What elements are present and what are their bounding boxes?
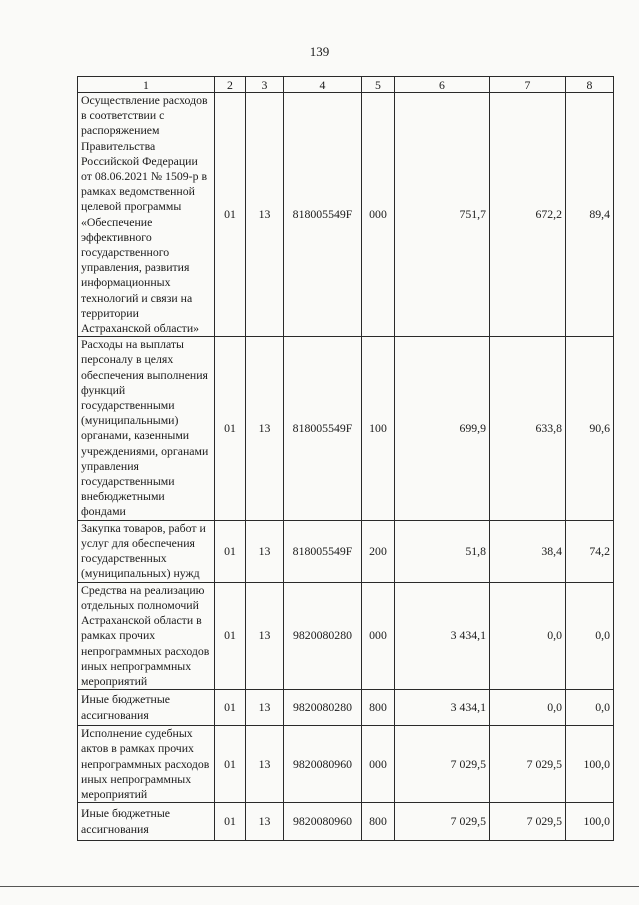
header-cell-4: 4 (284, 77, 362, 93)
row-subsection: 13 (246, 520, 284, 582)
row-name: Исполнение судебных актов в рамках прочих непрограммных расходов иных непрограммных мероприятий (78, 726, 215, 803)
row-plan: 751,7 (395, 93, 490, 337)
header-row (78, 77, 614, 93)
row-target-code: 9820080960 (284, 803, 362, 841)
page-number: 139 (309, 44, 330, 59)
budget-table (77, 76, 614, 841)
row-section: 01 (215, 803, 246, 841)
row-fact: 7 029,5 (490, 803, 566, 841)
row-name: Иные бюджетные ассигнования (78, 803, 215, 841)
header-cell-8: 8 (566, 77, 614, 93)
row-name: Средства на реализацию отдельных полномочий Астраханской области в рамках прочих непрограммных расходов иных непрограммных мероприятий (78, 582, 215, 689)
row-target-code: 9820080280 (284, 690, 362, 726)
row-percent: 74,2 (566, 520, 614, 582)
table-row (78, 726, 614, 803)
header-cell-3: 3 (246, 77, 284, 93)
row-expense-type: 000 (362, 726, 395, 803)
row-subsection: 13 (246, 690, 284, 726)
row-section: 01 (215, 337, 246, 520)
row-target-code: 9820080280 (284, 582, 362, 689)
row-section: 01 (215, 582, 246, 689)
row-fact: 0,0 (490, 582, 566, 689)
header-cell-6: 6 (395, 77, 490, 93)
row-percent: 100,0 (566, 803, 614, 841)
page-bottom-rule (0, 886, 639, 887)
row-section: 01 (215, 726, 246, 803)
row-target-code: 9820080960 (284, 726, 362, 803)
row-percent: 0,0 (566, 582, 614, 689)
row-expense-type: 100 (362, 337, 395, 520)
row-expense-type: 800 (362, 690, 395, 726)
row-plan: 7 029,5 (395, 803, 490, 841)
row-name: Расходы на выплаты персоналу в целях обеспечения выполнения функций государственными (муниципальными) органами, казенными учреждениями, органами управления государственными внебюджетными фондами (78, 337, 215, 520)
row-plan: 3 434,1 (395, 690, 490, 726)
table-row (78, 582, 614, 689)
table-row (78, 803, 614, 841)
row-fact: 633,8 (490, 337, 566, 520)
header-cell-2: 2 (215, 77, 246, 93)
table-row (78, 93, 614, 337)
row-section: 01 (215, 93, 246, 337)
row-percent: 0,0 (566, 690, 614, 726)
row-expense-type: 000 (362, 582, 395, 689)
row-target-code: 818005549F (284, 337, 362, 520)
table-row (78, 520, 614, 582)
row-target-code: 818005549F (284, 520, 362, 582)
row-plan: 51,8 (395, 520, 490, 582)
row-fact: 38,4 (490, 520, 566, 582)
row-fact: 0,0 (490, 690, 566, 726)
header-cell-1: 1 (78, 77, 215, 93)
row-percent: 89,4 (566, 93, 614, 337)
row-fact: 672,2 (490, 93, 566, 337)
row-plan: 3 434,1 (395, 582, 490, 689)
row-subsection: 13 (246, 337, 284, 520)
header-cell-7: 7 (490, 77, 566, 93)
row-subsection: 13 (246, 803, 284, 841)
table-row (78, 690, 614, 726)
row-percent: 90,6 (566, 337, 614, 520)
row-plan: 699,9 (395, 337, 490, 520)
row-subsection: 13 (246, 726, 284, 803)
row-target-code: 818005549F (284, 93, 362, 337)
row-name: Осуществление расходов в соответствии с распоряжением Правительства Российской Федерации от 08.06.2021 № 1509-р в рамках ведомственной целевой программы «Обеспечение эффективного государственного управления, развития информационных технологий и связи на территории Астраханской области» (78, 93, 215, 337)
row-expense-type: 000 (362, 93, 395, 337)
row-section: 01 (215, 520, 246, 582)
row-subsection: 13 (246, 582, 284, 689)
row-percent: 100,0 (566, 726, 614, 803)
row-plan: 7 029,5 (395, 726, 490, 803)
row-name: Закупка товаров, работ и услуг для обеспечения государственных (муниципальных) нужд (78, 520, 215, 582)
table-row (78, 337, 614, 520)
row-name: Иные бюджетные ассигнования (78, 690, 215, 726)
row-fact: 7 029,5 (490, 726, 566, 803)
header-cell-5: 5 (362, 77, 395, 93)
row-expense-type: 200 (362, 520, 395, 582)
row-section: 01 (215, 690, 246, 726)
row-expense-type: 800 (362, 803, 395, 841)
row-subsection: 13 (246, 93, 284, 337)
